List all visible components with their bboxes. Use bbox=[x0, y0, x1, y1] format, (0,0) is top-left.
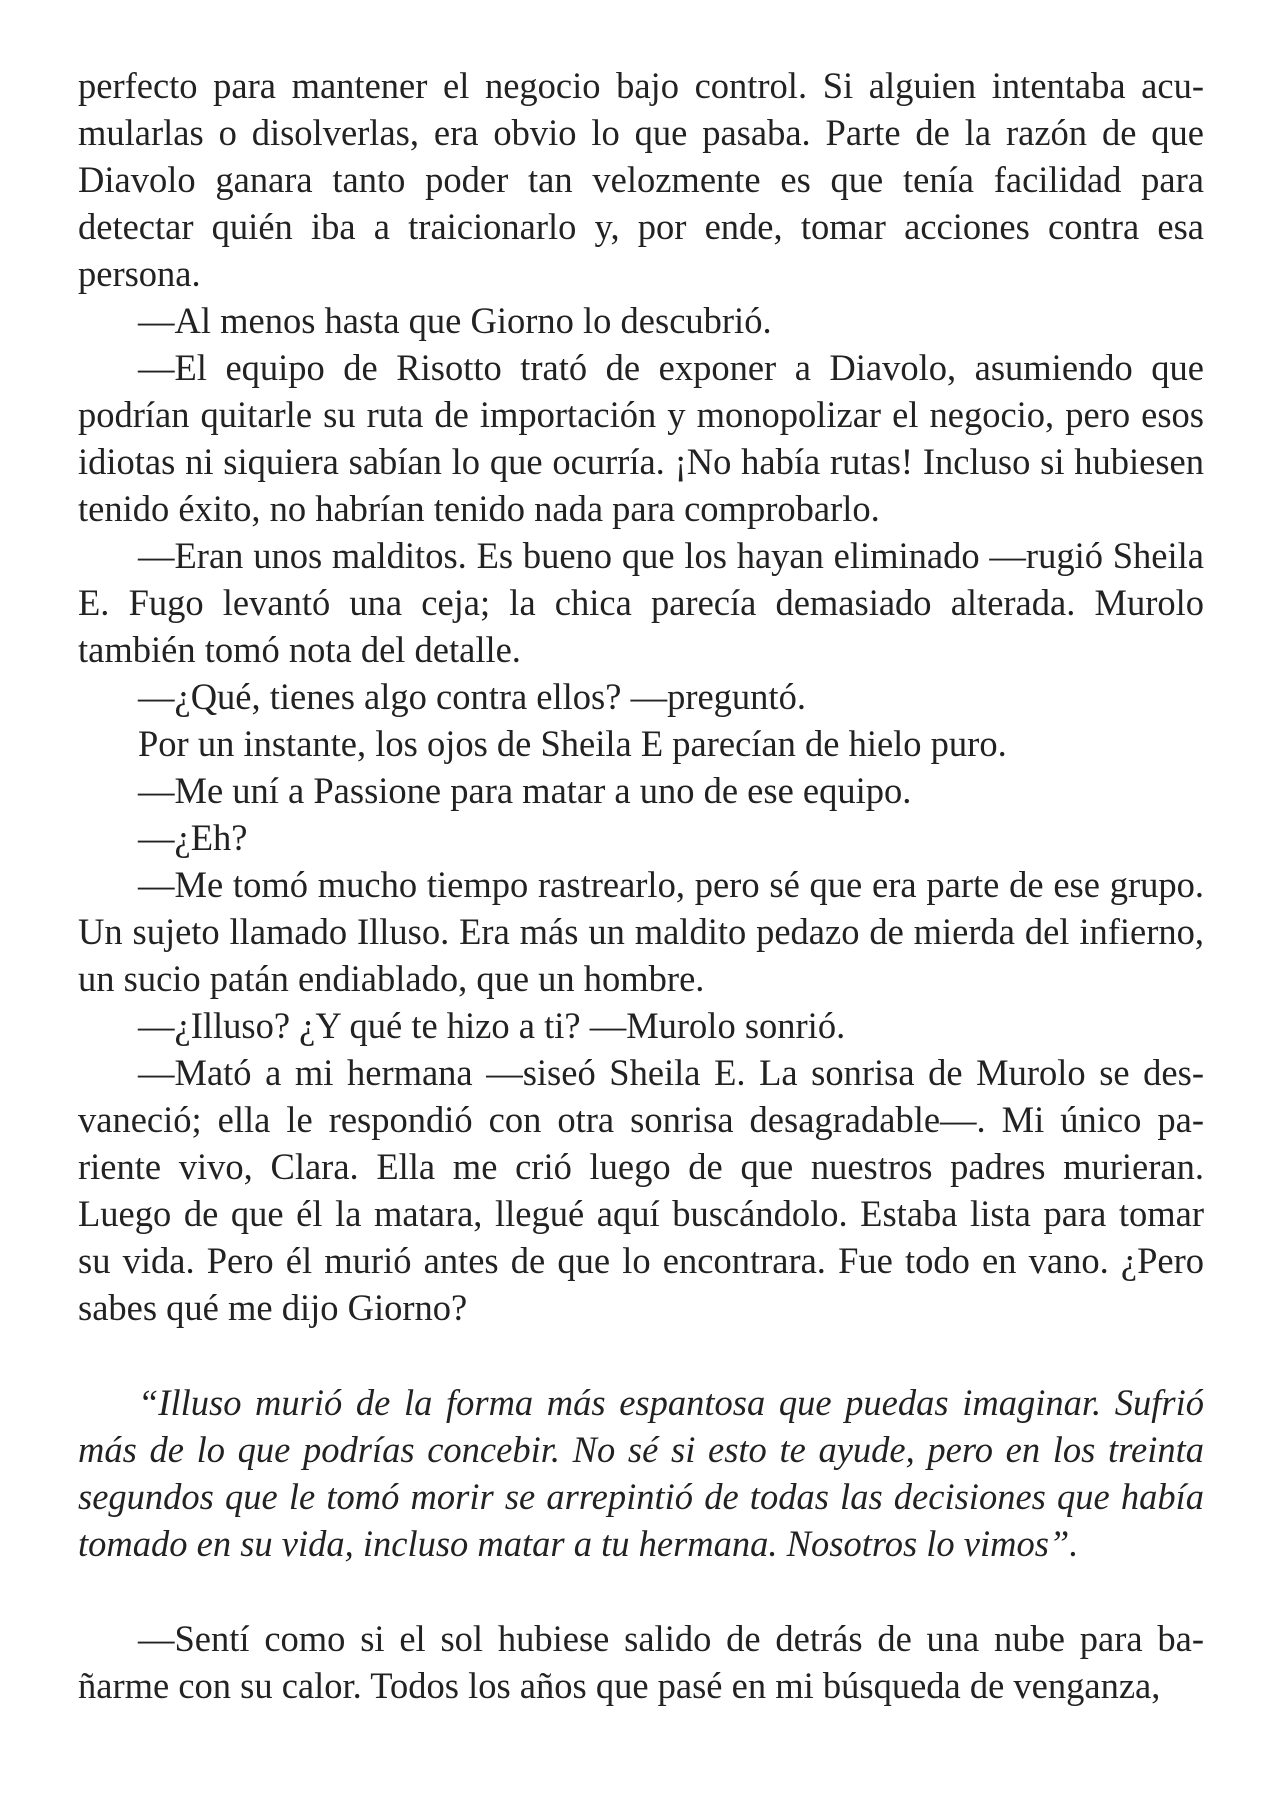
blank-space bbox=[78, 1567, 1204, 1615]
dialogue-line: —Me tomó mucho tiempo rastrearlo, pero sé que era parte de ese grupo. Un sujeto llamado Illuso. Era más un maldito pedazo de mierda del infierno, un sucio patán endiablado, que un hombre. bbox=[78, 864, 1204, 999]
book-page bbox=[78, 62, 1204, 1709]
narration-line: Por un instante, los ojos de Sheila E parecían de hielo puro. bbox=[138, 723, 1007, 764]
dialogue-line: —¿Qué, tienes algo contra ellos? —preguntó. bbox=[138, 676, 806, 717]
dialogue-line: —Mató a mi hermana —siseó Sheila E. La sonrisa de Murolo se desvaneció; ella le respondió con otra sonrisa desagradable—. Mi único pariente vivo, Clara. Ella me crió luego de que nuestros padres murieran. Luego de que él la matara, llegué aquí buscándolo. Estaba lista para tomar su vida. Pero él murió antes de que lo encontrara. Fue todo en vano. ¿Pero sabes qué me dijo Giorno? bbox=[78, 1052, 1204, 1328]
dialogue-line: —El equipo de Risotto trató de exponer a Diavolo, asumiendo que podrían quitarle su ruta de importación y monopolizar el negocio, pero esos idiotas ni siquiera sabían lo que ocurría. ¡No había rutas! Incluso si hubiesen tenido éxito, no habrían tenido nada para comprobarlo. bbox=[78, 347, 1204, 529]
dialogue-line: —¿Eh? bbox=[138, 817, 248, 858]
dialogue-line: —Me uní a Passione para matar a uno de ese equipo. bbox=[138, 770, 912, 811]
dialogue-line: —¿Illuso? ¿Y qué te hizo a ti? —Murolo sonrió. bbox=[138, 1005, 846, 1046]
dialogue-line: —Sentí como si el sol hubiese salido de detrás de una nube para bañarme con su calor. Todos los años que pasé en mi búsqueda de venganza, bbox=[78, 1618, 1204, 1706]
blank-space bbox=[78, 1331, 1204, 1379]
dialogue-line: —Eran unos malditos. Es bueno que los hayan eliminado —rugió Sheila E. Fugo levantó una ceja; la chica parecía demasiado alterada. Murolo también tomó nota del detalle. bbox=[78, 535, 1204, 670]
paragraph-continuation: perfecto para mantener el negocio bajo control. Si alguien intentaba acumularlas o disolverlas, era obvio lo que pasaba. Parte de la razón de que Diavolo ganara tanto poder tan velozmente es que tenía facilidad para detectar quién iba a traicionarlo y, por ende, tomar acciones contra esa persona. bbox=[78, 65, 1204, 294]
italic-quote: “Illuso murió de la forma más espantosa que puedas imaginar. Sufrió más de lo que podrías concebir. No sé si esto te ayude, pero en los treinta segundos que le tomó morir se arrepintió de todas las decisiones que había tomado en su vida, incluso matar a tu hermana. Nosotros lo vimos”. bbox=[78, 1382, 1204, 1564]
dialogue-line: —Al menos hasta que Giorno lo descubrió. bbox=[138, 300, 772, 341]
